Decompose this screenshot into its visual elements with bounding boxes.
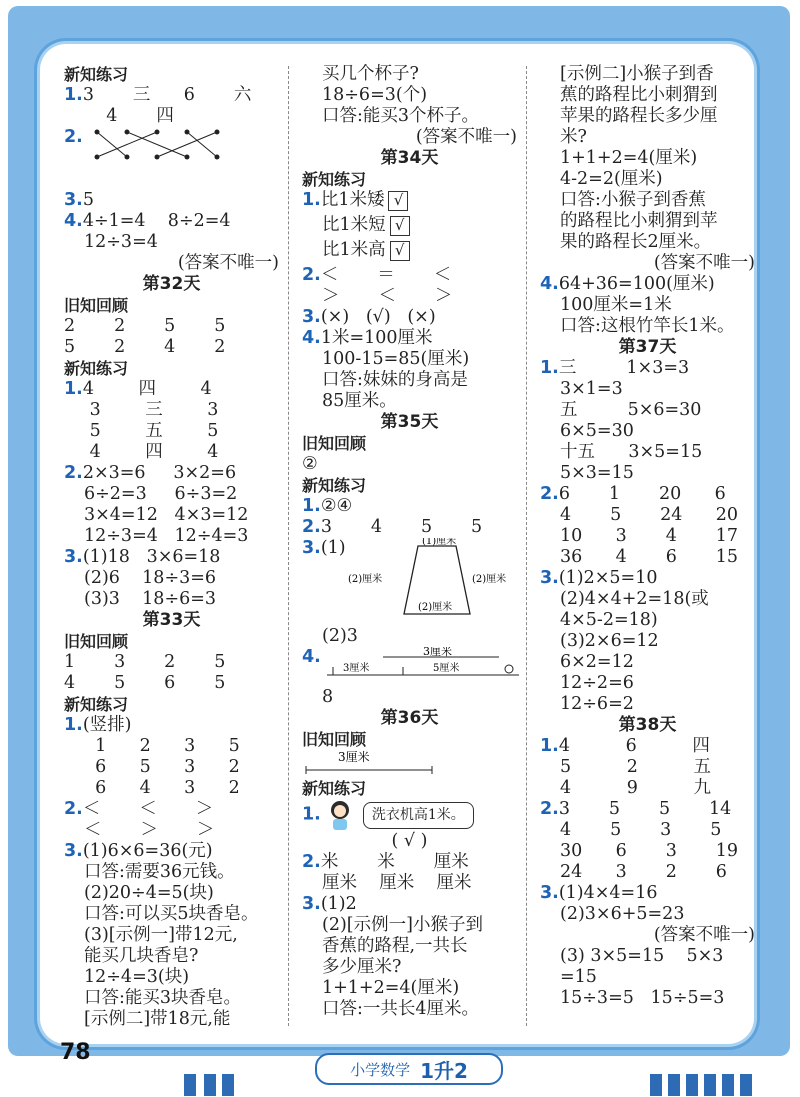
answer-text: 多少厘米? [322, 957, 402, 977]
question-number: 1. [64, 379, 83, 399]
answer-line [540, 610, 755, 631]
answer-line [302, 957, 517, 978]
trapezoid-figure [348, 538, 518, 624]
length-line-label: 3厘米 [338, 750, 370, 764]
answer-text: ＜ ＞ ＞ [84, 820, 215, 840]
answer-text: 3 三 6 六 [82, 85, 252, 105]
answer-text: 比1米高 [322, 240, 386, 260]
answer-text: 30 6 3 19 [560, 841, 739, 861]
answer-line [302, 286, 517, 307]
answer-line: (答案不唯一) [415, 127, 517, 147]
answer-text: (1)2×5=10 [558, 568, 658, 588]
answer-line [540, 421, 755, 442]
answer-line [302, 750, 517, 778]
answer-line [64, 568, 279, 589]
answer-line [540, 736, 755, 757]
answer-text: 4 5 24 20 [560, 505, 739, 525]
answer-line: (答案不唯一) [177, 253, 279, 273]
day-heading: 第32天 [142, 274, 201, 294]
answer-line [302, 85, 517, 106]
answer-text: 100厘米=1米 [560, 295, 672, 315]
book-subject: 小学数学 [350, 1060, 411, 1079]
answer-line [64, 715, 279, 736]
answer-text: 36 4 6 15 [560, 547, 739, 567]
answer-line [64, 484, 279, 505]
question-number: 4. [302, 647, 321, 667]
answer-text: 8 [322, 687, 334, 707]
answer-line [64, 862, 279, 883]
answer-text: 口答:妹妹的身高是 [322, 370, 468, 390]
answer-line [540, 190, 755, 211]
length-line-figure [302, 750, 442, 776]
answer-text: (2)[示例一]小猴子到 [322, 915, 483, 935]
footer-bar-deco [668, 1074, 680, 1096]
answer-line [64, 421, 279, 442]
answer-line [540, 232, 755, 253]
girl-icon [325, 799, 355, 831]
answer-text: 1+1+2=4(厘米) [322, 978, 460, 998]
answer-line [64, 988, 279, 1009]
answer-line [64, 904, 279, 925]
answer-text: 4 四 4 [82, 379, 212, 399]
answer-text: (3)2×6=12 [560, 631, 659, 651]
question-number: 2. [302, 265, 321, 285]
answer-text: 口答:能买3个杯子。 [322, 106, 480, 126]
section-heading: 旧知回顾 [302, 730, 367, 749]
answer-line [540, 862, 755, 883]
question-number: 2. [540, 799, 559, 819]
question-number: 2. [64, 127, 83, 147]
answer-text: (2)3×6+5=23 [560, 904, 685, 924]
answer-line [64, 841, 279, 862]
answer-line [64, 463, 279, 484]
answer-line [540, 463, 755, 484]
answer-line [64, 337, 279, 358]
answer-line [540, 295, 755, 316]
footer-bar-deco [222, 1074, 234, 1096]
answer-line [64, 526, 279, 547]
answer-line [302, 215, 517, 240]
answer-text: 比1米短 [322, 215, 386, 235]
answer-line [540, 85, 755, 106]
answer-text: 1 3 2 5 [64, 652, 226, 672]
answer-line [64, 589, 279, 610]
answer-text: 18÷6=3(个) [322, 85, 428, 105]
answer-line [64, 925, 279, 946]
answer-line [302, 454, 517, 475]
check-box: √ [390, 216, 410, 236]
footer-bar-deco [184, 1074, 196, 1096]
answer-line [64, 169, 279, 190]
answer-line [302, 265, 517, 286]
answer-line [302, 999, 517, 1020]
answer-text: 5 2 五 [560, 757, 712, 777]
answer-line [540, 904, 755, 925]
answer-text: ＜ ＝ ＜ [320, 265, 452, 285]
answer-text: 买几个杯子? [322, 64, 419, 84]
answer-text: 3 4 5 5 [320, 517, 483, 537]
answer-line [540, 694, 755, 715]
answer-text: 1米=100厘米 [320, 328, 433, 348]
answer-column-3 [540, 64, 755, 1009]
answer-text: 15÷3=5 15÷5=3 [560, 988, 725, 1008]
answer-line [540, 631, 755, 652]
answer-text: 12÷3=4 [84, 232, 158, 252]
question-number: 1. [540, 358, 559, 378]
answer-line [64, 190, 279, 211]
column-divider-2 [526, 66, 527, 1026]
answer-text: 2×3=6 3×2=6 [82, 463, 237, 483]
day-heading: 第36天 [380, 708, 439, 728]
answer-line [540, 820, 755, 841]
answer-line [540, 946, 755, 967]
answer-text: 1+1+2=4(厘米) [560, 148, 698, 168]
answer-text: 4 6 四 [558, 736, 710, 756]
question-number: 3. [540, 883, 559, 903]
question-number: 3. [302, 307, 321, 327]
answer-text: (1)6×6=36(元) [82, 841, 213, 861]
answer-text: 6×2=12 [560, 652, 634, 672]
answer-line [302, 190, 517, 215]
answer-line [302, 647, 517, 687]
trap-right-label: (2)厘米 [471, 574, 506, 585]
answer-text: 100-15=85(厘米) [322, 349, 470, 369]
answer-text: 4 9 九 [560, 778, 712, 798]
answer-text: 三 1×3=3 [558, 358, 690, 378]
answer-line [64, 1009, 279, 1030]
answer-text: 口答:小猴子到香蕉 [560, 190, 706, 210]
answer-text: 4 5 6 5 [64, 673, 226, 693]
answer-text: 12÷4=3(块) [84, 967, 190, 987]
answer-line [302, 64, 517, 85]
question-number: 2. [64, 463, 83, 483]
answer-line [540, 316, 755, 337]
answer-line [64, 379, 279, 400]
answer-line [64, 883, 279, 904]
answer-text: (2)3 [322, 626, 358, 646]
footer-bar-deco [740, 1074, 752, 1096]
answer-text: 5 五 5 [84, 421, 219, 441]
footer-bar-deco [686, 1074, 698, 1096]
answer-text: 4 四 4 [84, 442, 219, 462]
answer-text: (2)4×4+2=18(或 [560, 589, 709, 609]
answer-text: 口答:需要36元钱。 [84, 862, 235, 882]
answer-text: (×) (√) (×) [320, 307, 436, 327]
answer-text: 10 3 4 17 [560, 526, 739, 546]
question-number: 1. [64, 85, 83, 105]
answer-text: ②④ [320, 496, 353, 516]
section-heading: 新知练习 [64, 359, 129, 378]
book-grade: 1升2 [420, 1058, 468, 1083]
ruler-a-label: 3厘米 [342, 663, 370, 674]
answer-line [64, 946, 279, 967]
answer-text: 米 米 厘米 [320, 852, 469, 872]
answer-line [302, 370, 517, 391]
answer-text: 4-2=2(厘米) [560, 169, 663, 189]
answer-line [540, 778, 755, 799]
answer-text: 6÷2=3 6÷3=2 [84, 484, 238, 504]
section-heading: 新知练习 [302, 476, 367, 495]
answer-line [64, 211, 279, 232]
day-heading: 第38天 [618, 715, 677, 735]
answer-column-2 [302, 64, 517, 1020]
answer-text: 12÷3=4 12÷4=3 [84, 526, 249, 546]
answer-text: (1) [320, 538, 346, 558]
answer-text: 厘米 厘米 厘米 [322, 873, 472, 893]
answer-text: 五 5×6=30 [560, 400, 702, 420]
answer-line [540, 757, 755, 778]
answer-line [540, 442, 755, 463]
answer-line [302, 349, 517, 370]
answer-text: 1 2 3 5 [84, 736, 240, 756]
answer-text: 蕉的路程比小刺猬到 [560, 85, 718, 105]
answer-text: 2 2 5 5 [64, 316, 226, 336]
answer-line [64, 736, 279, 757]
answer-text: (2)6 18÷3=6 [84, 568, 217, 588]
answer-line [540, 568, 755, 589]
answer-line [302, 106, 517, 127]
answer-line [540, 106, 755, 127]
column-divider-1 [288, 66, 289, 1026]
footer-bar-deco [204, 1074, 216, 1096]
trap-bottom-label: (2)厘米 [417, 602, 452, 613]
answer-text: ② [302, 454, 318, 474]
answer-text: 12÷6=2 [560, 694, 634, 714]
answer-line [302, 852, 517, 873]
answer-line [540, 967, 755, 988]
answer-text: 12÷2=6 [560, 673, 634, 693]
answer-text: 5 [82, 190, 94, 210]
answer-line [302, 538, 517, 626]
trap-left-label: (2)厘米 [347, 574, 382, 585]
footer-bar-deco [722, 1074, 734, 1096]
answer-text: 4 四 [84, 106, 174, 126]
answer-line [302, 894, 517, 915]
answer-line [540, 673, 755, 694]
answer-text: ＜ ＜ ＞ [82, 799, 214, 819]
answer-line: (答案不唯一) [653, 253, 755, 273]
answer-line [64, 316, 279, 337]
question-number: 3. [302, 538, 321, 558]
answer-line [64, 757, 279, 778]
answer-text: 6 1 20 6 [558, 484, 726, 504]
answer-line [540, 274, 755, 295]
answer-text: 5 2 4 2 [64, 337, 226, 357]
answer-line [64, 442, 279, 463]
answer-line [64, 820, 279, 841]
answer-line [540, 484, 755, 505]
answer-text: 5×3=15 [560, 463, 634, 483]
answer-text: 口答:可以买5块香皂。 [84, 904, 259, 924]
answer-text: (2)20÷4=5(块) [84, 883, 214, 903]
question-number: 2. [302, 517, 321, 537]
answer-line [540, 988, 755, 1009]
question-number: 3. [64, 547, 83, 567]
answer-line [302, 873, 517, 894]
answer-line [540, 799, 755, 820]
answer-line [540, 505, 755, 526]
answer-line [64, 505, 279, 526]
question-number: 3. [64, 841, 83, 861]
section-heading: 新知练习 [64, 65, 129, 84]
check-box: √ [388, 191, 408, 211]
answer-text: 3 三 3 [84, 400, 219, 420]
answer-text: 苹果的路程长多少厘 [560, 106, 718, 126]
answer-line [302, 626, 517, 647]
answer-text: 6 5 3 2 [84, 757, 240, 777]
answer-text: 口答:一共长4厘米。 [322, 999, 480, 1019]
answer-text: (3)[示例一]带12元, [84, 925, 238, 945]
section-heading: 新知练习 [302, 170, 367, 189]
answer-line [64, 547, 279, 568]
answer-line [302, 687, 517, 708]
answer-line [64, 127, 279, 169]
question-number: 4. [64, 211, 83, 231]
day-heading: 第34天 [380, 148, 439, 168]
answer-line [540, 883, 755, 904]
answer-column-1 [64, 64, 279, 1030]
answer-line [64, 778, 279, 799]
answer-line [64, 967, 279, 988]
question-number: 2. [302, 852, 321, 872]
matching-lines-figure [89, 127, 239, 167]
question-number: 2. [64, 799, 83, 819]
question-number: 1. [302, 804, 321, 825]
section-heading: 新知练习 [302, 779, 367, 798]
answer-line [302, 517, 517, 538]
question-number: 1. [540, 736, 559, 756]
answer-text: 6 4 3 2 [84, 778, 240, 798]
question-number: 3. [540, 568, 559, 588]
check-box: √ [390, 241, 410, 261]
answer-text: (3)3 18÷6=3 [84, 589, 217, 609]
answer-line [64, 673, 279, 694]
answer-line [302, 307, 517, 328]
question-number: 1. [64, 715, 83, 735]
answer-text: 3 5 5 14 [558, 799, 732, 819]
answer-text: 3×4=12 4×3=12 [84, 505, 249, 525]
answer-text: 香蕉的路程,一共长 [322, 936, 468, 956]
answer-line [540, 589, 755, 610]
answer-line [302, 328, 517, 349]
book-title-badge [315, 1053, 503, 1085]
answer-line [540, 148, 755, 169]
section-heading: 旧知回顾 [302, 434, 367, 453]
answer-text: 4 5 3 5 [560, 820, 722, 840]
section-heading: 旧知回顾 [64, 296, 129, 315]
answer-text: 3×1=3 [560, 379, 623, 399]
answer-line [302, 978, 517, 999]
question-number: 3. [302, 894, 321, 914]
answer-line [302, 915, 517, 936]
answer-text: [示例二]小猴子到香 [560, 64, 714, 84]
answer-text: 口答:能买3块香皂。 [84, 988, 242, 1008]
day-heading: 第37天 [618, 337, 677, 357]
answer-text: =15 [560, 967, 597, 987]
answer-text: 64+36=100(厘米) [558, 274, 715, 294]
question-number: 2. [540, 484, 559, 504]
answer-text: [示例二]带18元,能 [84, 1009, 231, 1029]
answer-text: 4÷1=4 8÷2=4 [82, 211, 231, 231]
answer-line [540, 64, 755, 85]
question-number: 1. [302, 190, 321, 210]
ruler-figure [323, 647, 523, 685]
page-number: 78 [60, 1040, 91, 1065]
day-heading: 第35天 [380, 412, 439, 432]
ruler-b-label: 5厘米 [432, 663, 460, 674]
answer-text: 85厘米。 [322, 391, 397, 411]
answer-line [64, 400, 279, 421]
answer-line [540, 379, 755, 400]
question-number: 3. [64, 190, 83, 210]
answer-line: ( √ ) [391, 831, 428, 851]
day-heading: 第33天 [142, 610, 201, 630]
footer-bar-deco [704, 1074, 716, 1096]
question-number: 4. [302, 328, 321, 348]
answer-text: (竖排) [82, 715, 132, 735]
section-heading: 新知练习 [64, 695, 129, 714]
answer-text: 4×5-2=18) [560, 610, 658, 630]
answer-text: 6×5=30 [560, 421, 634, 441]
answer-text: (1)4×4=16 [558, 883, 658, 903]
answer-text: 口答:这根竹竿长1米。 [560, 316, 735, 336]
answer-line [64, 652, 279, 673]
answer-line [540, 358, 755, 379]
answer-line [540, 211, 755, 232]
trap-top-label: (1)厘米 [421, 538, 456, 547]
answer-text: 果的路程长2厘米。 [560, 232, 712, 252]
section-heading: 旧知回顾 [64, 632, 129, 651]
answer-line [302, 936, 517, 957]
answer-line [540, 526, 755, 547]
answer-line [302, 240, 517, 265]
answer-line [64, 232, 279, 253]
answer-line [540, 547, 755, 568]
answer-line [540, 127, 755, 148]
speech-bubble: 洗衣机高1米。 [363, 802, 474, 829]
answer-line [302, 496, 517, 517]
answer-line [64, 85, 279, 106]
answer-text: (1)18 3×6=18 [82, 547, 221, 567]
question-number: 1. [302, 496, 321, 516]
answer-line [540, 400, 755, 421]
answer-line [302, 799, 517, 831]
ruler-top-label: 3厘米 [422, 647, 452, 658]
answer-line [64, 106, 279, 127]
answer-line: (答案不唯一) [653, 925, 755, 945]
answer-text: ＞ ＜ ＞ [322, 286, 453, 306]
answer-line [302, 391, 517, 412]
answer-text: 能买几块香皂? [84, 946, 199, 966]
answer-text: 米? [560, 127, 587, 147]
answer-text: 24 3 2 6 [560, 862, 727, 882]
answer-text: 的路程比小刺猬到苹 [560, 211, 718, 231]
answer-text: (1)2 [320, 894, 357, 914]
answer-line [540, 841, 755, 862]
answer-line [540, 169, 755, 190]
answer-text: 比1米矮 [320, 190, 385, 210]
answer-line [540, 652, 755, 673]
footer-bar-deco [650, 1074, 662, 1096]
answer-line [64, 799, 279, 820]
question-number: 4. [540, 274, 559, 294]
answer-text: (3) 3×5=15 5×3 [560, 946, 724, 966]
answer-text: 十五 3×5=15 [560, 442, 703, 462]
